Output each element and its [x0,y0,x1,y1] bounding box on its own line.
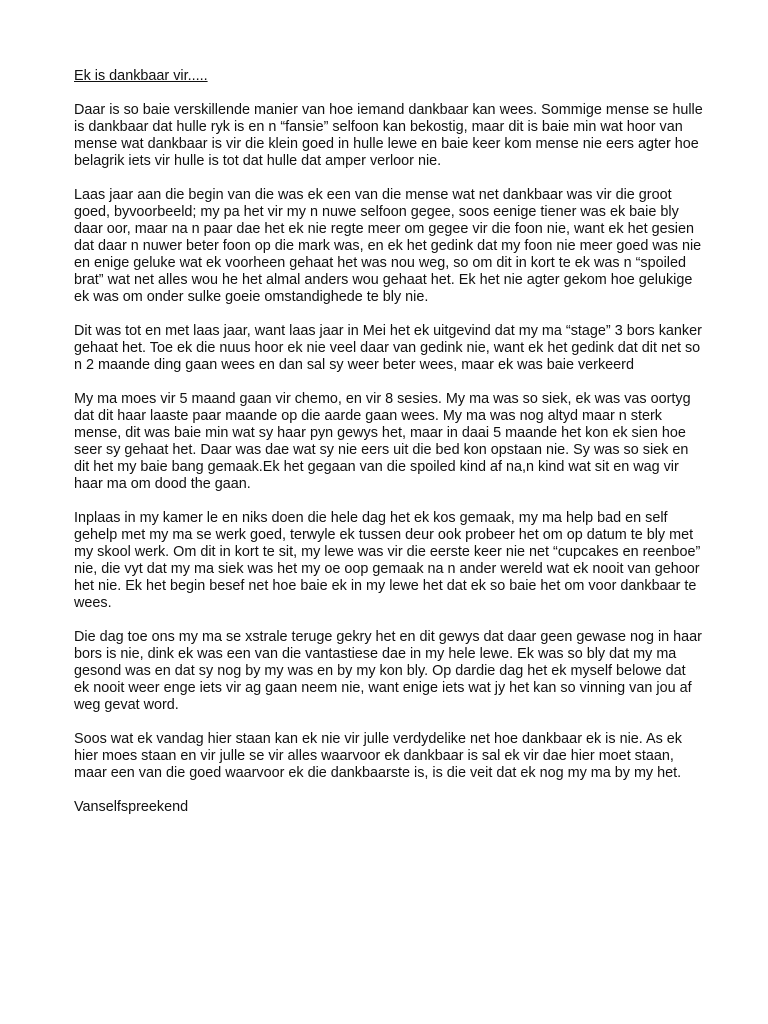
paragraph-2: Laas jaar aan die begin van die was ek een van die mense wat net dankbaar was vir die groot goed, byvoorbeeld; my pa het vir my n nuwe selfoon gegee, soos eenige tiener was ek baie bly daar oor, maar na n paar dae het ek nie regte meer om gegee vir die foon nie, want ek het gesien dat daar n nuwer beter foon op die mark was, en ek het gedink dat my foon nie meer goed was nie en enige geluke wat ek voorheen gehaat het was nou weg, so om dit in kort te ek was n “spoiled brat” wat net alles wou he het almal anders wou gehaat het. Ek het nie agter gekom hoe gelukige ek was om onder sulke goeie omstandighede te bly nie. [74,187,702,305]
paragraph-6: Die dag toe ons my ma se xstrale teruge gekry het en dit gewys dat daar geen gewase nog in haar bors is nie, dink ek was een van die vantastiese dae in my hele lewe. Ek was so bly dat my ma gesond was en dat sy nog by my was en by my kon bly. Op dardie dag het ek myself belowe dat ek nooit weer enge iets vir ag gaan neem nie, want enige iets wat jy het kan so vinning van jou af weg gevat word. [74,629,702,713]
paragraph-7: Soos wat ek vandag hier staan kan ek nie vir julle verdydelike net hoe dankbaar ek is nie. As ek hier moes staan en vir julle se vir alles waarvoor ek dankbaar is sal ek vir dae hier moet staan, maar een van die goed waarvoor ek die dankbaarste is, is die veit dat ek nog my ma by my het. [74,731,682,781]
signoff: Vanselfspreekend [74,799,189,815]
document-page [74,68,704,816]
document-title: Ek is dankbaar vir..... [74,68,208,84]
paragraph-4: My ma moes vir 5 maand gaan vir chemo, en vir 8 sesies. My ma was so siek, ek was vas oortyg dat dit haar laaste paar maande op die aarde gaan wees. My ma was nog altyd maar n sterk mense, dit was baie min wat sy haar pyn gewys het, maar in daai 5 maande het kon ek sien hoe seer sy gehaat het. Daar was dae wat sy nie eers uit die bed kon opstaan nie. Sy was so siek en dit het my baie bang gemaak.Ek het gegaan van die spoiled kind af na,n kind wat sit en wag vir haar ma om dood the gaan. [74,391,691,492]
paragraph-3: Dit was tot en met laas jaar, want laas jaar in Mei het ek uitgevind dat my ma “stage” 3 bors kanker gehaat het. Toe ek die nuus hoor ek nie veel daar van gedink nie, want ek het gedink dat dit net so n 2 maande ding gaan wees en dan sal sy weer beter wees, maar ek was baie verkeerd [74,323,702,373]
paragraph-1: Daar is so baie verskillende manier van hoe iemand dankbaar kan wees. Sommige mense se hulle is dankbaar dat hulle ryk is en n “fansie” selfoon kan bekostig, maar dit is baie min wat hoor van mense wat dankbaar is vir die klein goed in hulle lewe en baie keer kom mense nie eers agter hoe belagrik iets vir hulle is tot dat hulle dat amper verloor nie. [74,102,703,169]
paragraph-5: Inplaas in my kamer le en niks doen die hele dag het ek kos gemaak, my ma help bad en self gehelp met my ma se werk goed, terwyle ek tussen deur ook probeer het om op datum te bly met my skool werk. Om dit in kort te sit, my lewe was vir die eerste keer nie net “cupcakes en reenboe” nie, die vyt dat my ma siek was het my oe oop gemaak na n ander wereld wat ek nooit van gehoor het nie. Ek het begin besef net hoe baie ek in my lewe het dat ek so baie het om voor dankbaar te wees. [74,510,701,611]
